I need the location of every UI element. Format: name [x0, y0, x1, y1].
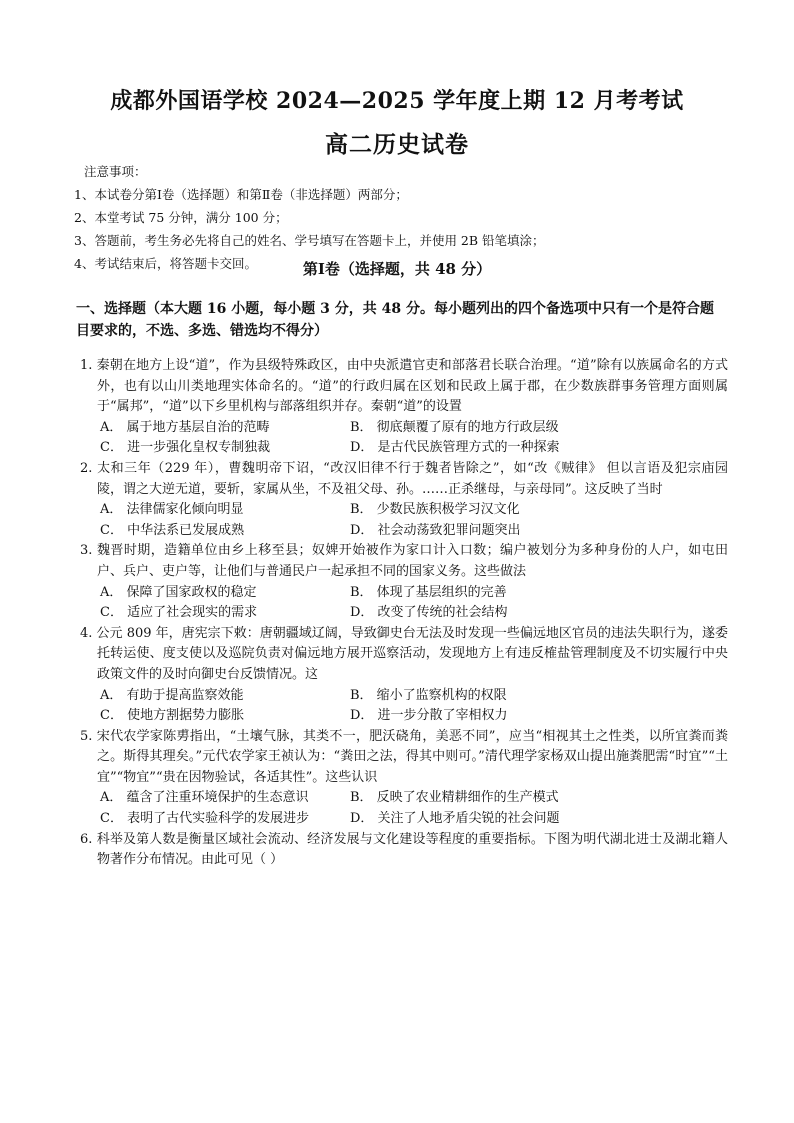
option-c: C． 进一步强化皇权专制独裁	[100, 440, 271, 456]
option-group	[80, 418, 728, 459]
question-stem: 3. 魏晋时期，造籍单位由乡上移至县；奴婢开始被作为家口计入口数；编户被划分为多种身份的人户，如屯田户、兵户、吏户等，让他们与普通民户一起承担不同的国家义务。这些做法	[80, 543, 728, 579]
exam-title: 成都外国语学校 2024—2025 学年度上期 12 月考考试	[110, 88, 684, 114]
question	[80, 624, 728, 727]
option-c: C． 表明了古代实验科学的发展进步	[100, 811, 310, 827]
option-c: C． 适应了社会现实的需求	[100, 605, 258, 621]
notes-item: 1、本试卷分第Ⅰ卷（选择题）和第Ⅱ卷（非选择题）两部分；	[74, 187, 408, 202]
question	[80, 541, 728, 623]
question-stem: 6. 科举及第人数是衡量区域社会流动、经济发展与文化建设等程度的重要指标。下图为明代湖北进士及湖北籍人物著作分布情况。由此可见（ ）	[80, 831, 728, 868]
option-b: B． 彻底颠覆了原有的地方行政层级	[350, 419, 559, 435]
option-group	[80, 686, 728, 727]
option-c: C． 中华法系已发展成熟	[100, 522, 245, 538]
notes-item: 2、本堂考试 75 分钟，满分 100 分；	[74, 210, 288, 225]
question-stem: 4. 公元 809 年，唐宪宗下敕：唐朝疆域辽阔，导致御史台无法及时发现一些偏远地区官员的违法失职行为，遂委托转运使、度支使以及巡院负责对偏远地方展开巡察活动，发现地方上有违反榷盐管理制度及不切实履行中央政策文件的及时向御史台反馈情况。这	[80, 625, 728, 682]
option-d: D． 关注了人地矛盾尖锐的社会问题	[350, 811, 560, 827]
question-stem: 5. 宋代农学家陈旉指出，“土壤气脉，其类不一，肥沃硗角，美恶不同”，应当“相视其土之性类，以所宜粪而粪之。斯得其理矣。”元代农学家王祯认为：“粪田之法，得其中则可。”清代理学家杨双山提出施粪肥需“时宜”“土宜”“物宜”“贵在因物验试，各适其性”。这些认识	[80, 728, 728, 785]
option-d: D． 社会动荡致犯罪问题突出	[350, 522, 521, 538]
option-a: A． 有助于提高监察效能	[100, 687, 244, 703]
option-b: B． 少数民族积极学习汉文化	[350, 502, 520, 518]
question	[80, 830, 728, 871]
option-a: A． 属于地方基层自治的范畴	[100, 419, 270, 435]
exam-subtitle: 高二历史试卷	[325, 131, 469, 158]
question-stem: 2. 太和三年（229 年），曹魏明帝下诏，“改汉旧律不行于魏者皆除之”，如“改《贼律》 但以言语及犯宗庙园陵，谓之大逆无道，要斩，家属从坐，不及祖父母、孙。……正杀继母，与亲母同”。这反映了当时	[80, 460, 728, 497]
option-a: A． 蕴含了注重环境保护的生态意识	[100, 790, 309, 806]
option-a: A． 保障了国家政权的稳定	[100, 584, 257, 600]
section-title: 一、选择题（本大题 16 小题，每小题 3 分，共 48 分。每小题列出的四个备选项中只有一个是符合题目要求的，不选、多选、错选均不得分）	[76, 301, 714, 339]
notes-heading: 注意事项：	[84, 164, 147, 179]
option-group	[80, 500, 728, 541]
notes-item: 3、答题前，考生务必先将自己的姓名、学号填写在答题卡上，并使用 2B 铅笔填涂；	[74, 233, 545, 248]
part-title: 第Ⅰ卷（选择题，共 48 分）	[302, 260, 492, 278]
notes-item: 4、考试结束后，将答题卡交回。	[74, 256, 257, 271]
option-d: D． 是古代民族管理方式的一种探索	[350, 440, 560, 456]
question	[80, 459, 728, 541]
question-list	[80, 356, 728, 871]
option-d: D． 进一步分散了宰相权力	[350, 708, 508, 724]
option-c: C． 使地方割据势力膨胀	[100, 708, 245, 724]
option-group	[80, 788, 728, 829]
option-b: B． 反映了农业精耕细作的生产模式	[350, 790, 559, 806]
option-b: B． 体现了基层组织的完善	[350, 584, 507, 600]
option-a: A． 法律儒家化倾向明显	[100, 502, 244, 518]
option-b: B． 缩小了监察机构的权限	[350, 687, 507, 703]
question-stem: 1. 秦朝在地方上设“道”，作为县级特殊政区，由中央派遣官吏和部落君长联合治理。“道”除有以族属命名的方式外，也有以山川类地理实体命名的。“道”的行政归属在区划和民政上属于郡，在少数族群事务管理方面则属于“属邦”，“道”以下乡里机构与部落组织并存。秦朝“道”的设置	[80, 358, 728, 415]
question	[80, 356, 728, 459]
option-group	[80, 583, 728, 624]
question	[80, 727, 728, 830]
option-d: D． 改变了传统的社会结构	[350, 605, 508, 621]
